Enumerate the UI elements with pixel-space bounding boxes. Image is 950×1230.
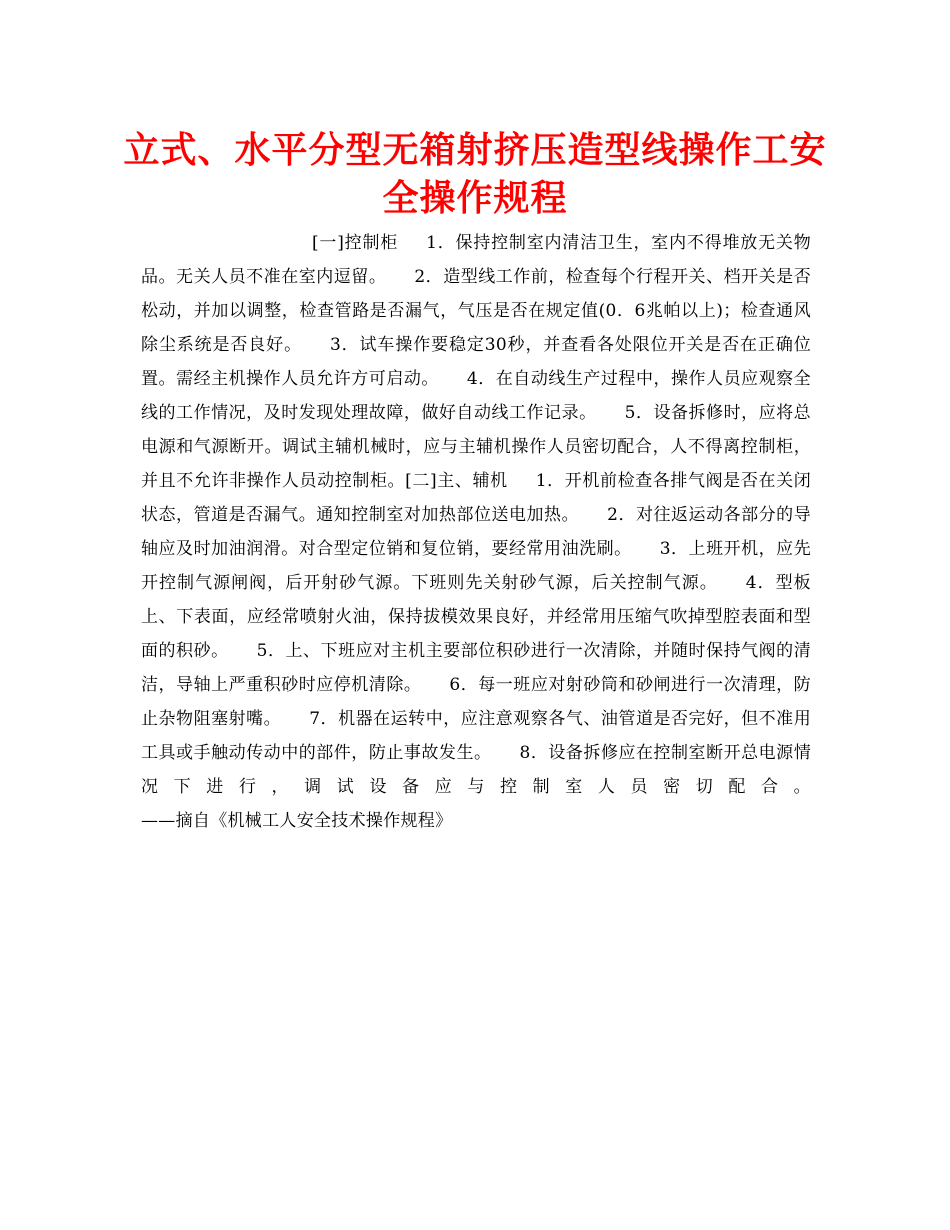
source-citation: ——摘自《机械工人安全技术操作规程》 bbox=[141, 811, 453, 831]
section-2-item-1: 1．开机前检查各排气阀是否在关闭状态，管道是否漏气。通知控制室对加热部位送电加热。 bbox=[141, 471, 811, 525]
section-1-heading: [一]控制柜 bbox=[312, 233, 399, 253]
section-1-item-5: 5．设备拆修时，应将总电源和气源断开。调试主辅机械时，应与主辅机操作人员密切配合，人不得离控制柜，并且不允许非操作人员动控制柜。 bbox=[141, 403, 811, 491]
section-2-item-2: 2．对往返运动各部分的导轴应及时加油润滑。对合型定位销和复位销，要经常用油洗刷。 bbox=[141, 505, 811, 559]
section-1-item-4: 4．在自动线生产过程中，操作人员应观察全线的工作情况，及时发现处理故障，做好自动线工作记录。 bbox=[141, 369, 811, 423]
section-1-item-1: 1．保持控制室内清洁卫生，室内不得堆放无关物品。无关人员不准在室内逗留。 bbox=[141, 233, 811, 287]
section-1-item-3: 3．试车操作要稳定30秒，并查看各处限位开关是否在正确位置。需经主机操作人员允许方可启动。 bbox=[141, 335, 811, 389]
document-body bbox=[141, 226, 811, 838]
section-2-item-6: 6．每一班应对射砂筒和砂闸进行一次清理，防止杂物阻塞射嘴。 bbox=[141, 675, 811, 729]
section-2-item-8: 8．设备拆修应在控制室断开总电源情况下进行，调试设备应与控制室人员密切配合。 bbox=[141, 743, 812, 797]
section-2-item-3: 3．上班开机，应先开控制气源闸阀，后开射砂气源。下班则先关射砂气源，后关控制气源。 bbox=[141, 539, 811, 593]
section-2-item-7: 7．机器在运转中，应注意观察各气、油管道是否完好，但不准用工具或手触动传动中的部件，防止事故发生。 bbox=[141, 709, 812, 763]
section-2-item-5: 5．上、下班应对主机主要部位积砂进行一次清除，并随时保持气阀的清洁，导轴上严重积砂时应停机清除。 bbox=[141, 641, 811, 695]
section-1-item-2: 2．造型线工作前，检查每个行程开关、档开关是否松动，并加以调整，检查管路是否漏气，气压是否在规定值(0．6兆帕以上)；检查通风除尘系统是否良好。 bbox=[141, 267, 811, 355]
section-2-heading: [二]主、辅机 bbox=[405, 471, 508, 491]
section-2-item-4: 4．型板上、下表面，应经常喷射火油，保持拔模效果良好，并经常用压缩气吹掉型腔表面和型面的积砂。 bbox=[141, 573, 811, 661]
document-title: 立式、水平分型无箱射挤压造型线操作工安全操作规程 bbox=[123, 129, 827, 219]
